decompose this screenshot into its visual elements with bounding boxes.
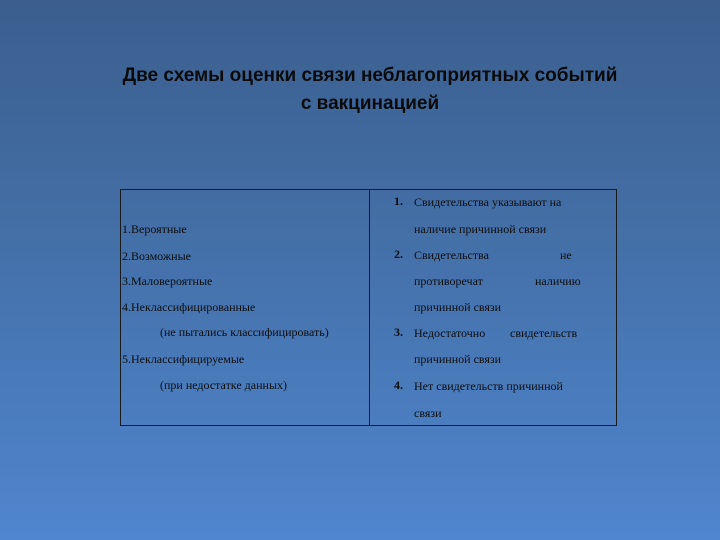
slide-title [0,62,720,118]
left-item-2: 2.Возможные [122,249,191,263]
title-line-1: Две схемы оценки связи неблагоприятных событий [122,65,618,86]
right-item-3-word-1: Недостаточно [414,326,486,340]
right-item-2-word-1: Свидетельства [414,248,489,262]
right-num-3: 3. [394,325,403,339]
right-item-2-line-3: причинной связи [414,300,502,314]
right-item-1-line-1: Свидетельства указывают на [414,195,562,209]
right-num-2: 2. [394,247,403,261]
right-num-4: 4. [394,378,403,392]
column-divider [369,189,370,426]
left-item-5-note: (при недостатке данных) [160,378,288,392]
right-num-1: 1. [394,194,403,208]
right-item-3-word-2: свидетельств [510,326,578,340]
right-item-2-word-3: противоречат [414,274,483,288]
left-item-4-note: (не пытались классифицировать) [160,325,329,339]
right-item-2-word-2: не [560,248,572,262]
left-item-4: 4.Неклассифицированные [122,300,256,314]
right-item-1-line-2: наличие причинной связи [414,222,547,236]
left-item-3: 3.Маловероятные [122,274,213,288]
left-item-5: 5.Неклассифицируемые [122,352,245,366]
right-item-4-line-2: связи [414,406,442,420]
right-item-2-word-4: наличию [535,274,581,288]
right-item-4-line-1: Нет свидетельств причинной [414,379,563,393]
left-item-1: 1.Вероятные [122,222,187,236]
title-line-2: с вакцинацией [300,93,440,114]
right-item-3-line-2: причинной связи [414,352,502,366]
